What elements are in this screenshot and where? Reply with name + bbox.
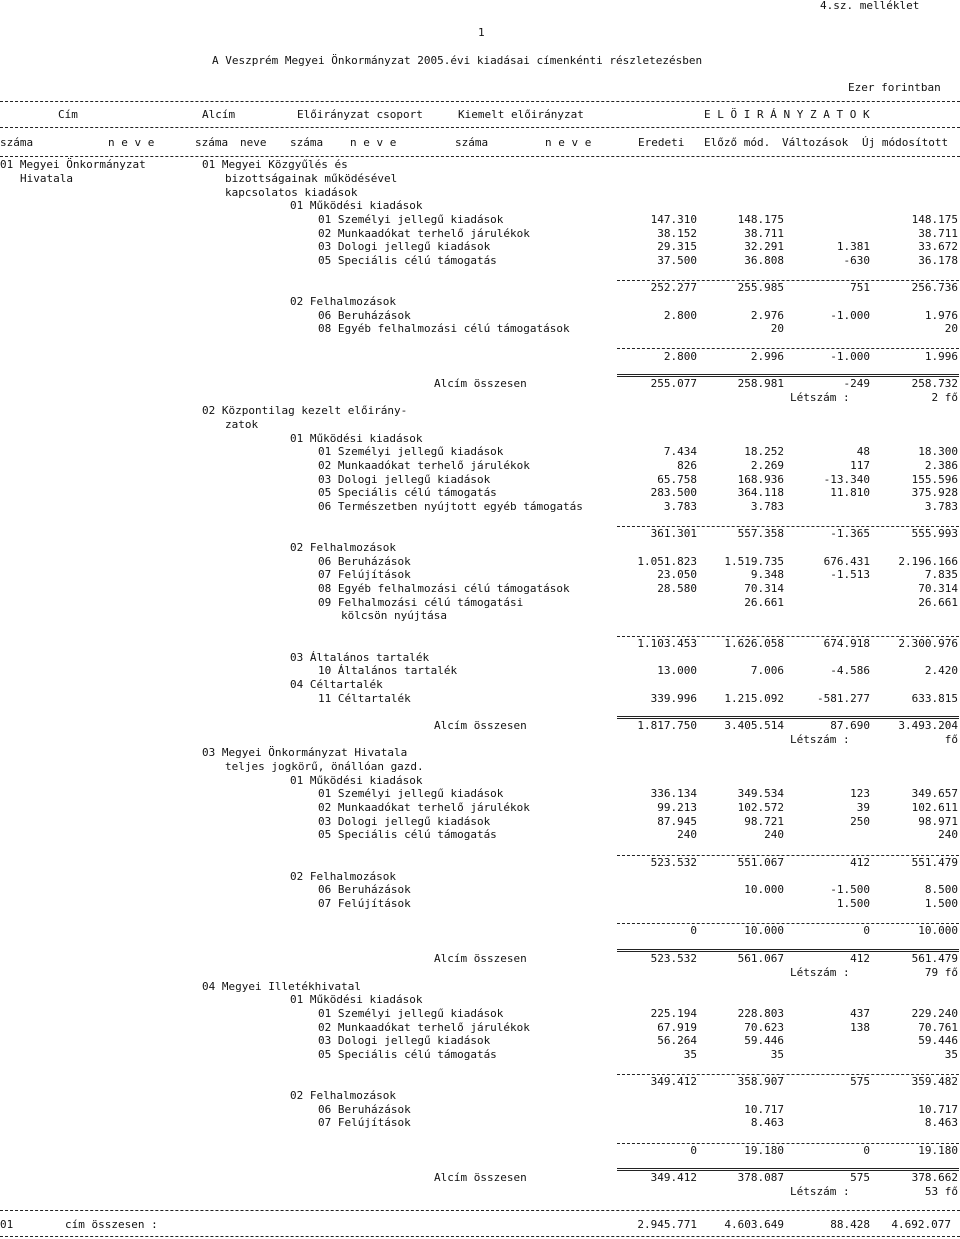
value-eredeti: 28.580 bbox=[657, 582, 697, 595]
value-uj-modositott: 10.000 bbox=[918, 924, 958, 937]
value-valtozasok: -1.000 bbox=[830, 309, 870, 322]
line-label: 07 Felújítások bbox=[318, 897, 411, 910]
value-elozo-mod: 98.721 bbox=[744, 815, 784, 828]
line-label: 04 Megyei Illetékhivatal bbox=[202, 980, 361, 993]
value-elozo-mod: 557.358 bbox=[737, 527, 784, 540]
value-uj-modositott: 2.420 bbox=[924, 664, 958, 677]
total-rule bbox=[617, 716, 959, 719]
value-uj-modositott: 8.500 bbox=[924, 883, 958, 896]
col-alcim-neve: neve bbox=[240, 136, 267, 149]
line-label: teljes jogkörű, önállóan gazd. bbox=[225, 760, 424, 773]
subtotal-rule bbox=[617, 636, 959, 637]
value-valtozasok: 138 bbox=[850, 1021, 870, 1034]
value-uj-modositott: 378.662 bbox=[911, 1171, 958, 1184]
value-eredeti: 283.500 bbox=[650, 486, 697, 499]
value-uj-modositott: 256.736 bbox=[911, 281, 958, 294]
value-eredeti: 826 bbox=[677, 459, 697, 472]
line-label: 01 Személyi jellegű kiadások bbox=[318, 445, 504, 458]
value-uj-modositott: 35 bbox=[944, 1048, 958, 1061]
value-elozo-mod: 364.118 bbox=[737, 486, 784, 499]
total-rule bbox=[617, 374, 959, 377]
value-elozo-mod: 36.808 bbox=[744, 254, 784, 267]
value-elozo-mod: 102.572 bbox=[737, 801, 784, 814]
value-uj-modositott: 98.971 bbox=[918, 815, 958, 828]
line-label: zatok bbox=[225, 418, 259, 431]
line-label: 03 Dologi jellegű kiadások bbox=[318, 240, 491, 253]
footer-rule-bottom bbox=[0, 1236, 960, 1237]
value-eredeti: 13.000 bbox=[657, 664, 697, 677]
value-elozo-mod: 2.976 bbox=[750, 309, 784, 322]
value-uj-modositott: 102.611 bbox=[911, 801, 958, 814]
value-uj-modositott: 240 bbox=[938, 828, 958, 841]
line-label: Létszám : bbox=[790, 391, 850, 404]
value-valtozasok: -13.340 bbox=[823, 473, 870, 486]
value-elozo-mod: 349.534 bbox=[737, 787, 784, 800]
line-label: 03 Általános tartalék bbox=[290, 651, 430, 664]
line-label: 11 Céltartalék bbox=[318, 692, 411, 705]
line-label: 01 Személyi jellegű kiadások bbox=[318, 1007, 504, 1020]
line-label: 02 Felhalmozások bbox=[290, 541, 396, 554]
value-uj-modositott: 36.178 bbox=[918, 254, 958, 267]
value-uj-modositott: 1.996 bbox=[924, 350, 958, 363]
headcount-value: fő bbox=[944, 733, 958, 746]
line-label: 01 Működési kiadások bbox=[290, 993, 423, 1006]
header-rule-bottom bbox=[0, 156, 960, 157]
subtotal-rule bbox=[617, 1074, 959, 1075]
headcount-value: 53 fő bbox=[924, 1185, 958, 1198]
value-uj-modositott: 18.300 bbox=[918, 445, 958, 458]
value-elozo-mod: 148.175 bbox=[737, 213, 784, 226]
line-label: Alcím összesen bbox=[434, 1171, 527, 1184]
col-uj-modositott: Új módosított bbox=[862, 136, 949, 149]
line-label: 06 Beruházások bbox=[318, 309, 411, 322]
value-eredeti: 7.434 bbox=[663, 445, 697, 458]
value-eredeti: 339.996 bbox=[650, 692, 697, 705]
value-uj-modositott: 155.596 bbox=[911, 473, 958, 486]
value-eredeti: 225.194 bbox=[650, 1007, 697, 1020]
value-eredeti: 1.051.823 bbox=[637, 555, 697, 568]
value-eredeti: 37.500 bbox=[657, 254, 697, 267]
line-label: 02 Felhalmozások bbox=[290, 1089, 396, 1102]
value-eredeti: 67.919 bbox=[657, 1021, 697, 1034]
value-elozo-mod: 35 bbox=[770, 1048, 784, 1061]
line-label: 02 Munkaadókat terhelő járulékok bbox=[318, 801, 530, 814]
value-valtozasok: 412 bbox=[850, 952, 870, 965]
headcount-value: 2 fő bbox=[931, 391, 958, 404]
footer-label: cím összesen : bbox=[65, 1218, 158, 1231]
value-elozo-mod: 70.623 bbox=[744, 1021, 784, 1034]
value-elozo-mod: 32.291 bbox=[744, 240, 784, 253]
value-valtozasok: 117 bbox=[850, 459, 870, 472]
value-elozo-mod: 70.314 bbox=[744, 582, 784, 595]
value-valtozasok: 87.690 bbox=[830, 719, 870, 732]
footer-rule-top bbox=[0, 1210, 960, 1211]
value-uj-modositott: 33.672 bbox=[918, 240, 958, 253]
value-uj-modositott: 26.661 bbox=[918, 596, 958, 609]
value-eredeti: 147.310 bbox=[650, 213, 697, 226]
value-elozo-mod: 8.463 bbox=[750, 1116, 784, 1129]
value-elozo-mod: 358.907 bbox=[737, 1075, 784, 1088]
line-label: 02 Munkaadókat terhelő járulékok bbox=[318, 227, 530, 240]
line-label: 05 Speciális célú támogatás bbox=[318, 1048, 497, 1061]
value-valtozasok: -1.000 bbox=[830, 350, 870, 363]
unit-label: Ezer forintban bbox=[848, 81, 941, 94]
header-rule-mid bbox=[0, 127, 960, 128]
value-eredeti: 3.783 bbox=[663, 500, 697, 513]
value-uj-modositott: 8.463 bbox=[924, 1116, 958, 1129]
value-elozo-mod: 10.717 bbox=[744, 1103, 784, 1116]
footer-valtozasok: 88.428 bbox=[830, 1218, 870, 1231]
value-uj-modositott: 258.732 bbox=[911, 377, 958, 390]
value-elozo-mod: 9.348 bbox=[750, 568, 784, 581]
value-valtozasok: 0 bbox=[863, 1144, 870, 1157]
col-csoport-szama: száma bbox=[290, 136, 324, 149]
line-label: 05 Speciális célú támogatás bbox=[318, 828, 497, 841]
value-valtozasok: 1.381 bbox=[836, 240, 870, 253]
value-valtozasok: 676.431 bbox=[823, 555, 870, 568]
value-eredeti: 35 bbox=[683, 1048, 697, 1061]
value-uj-modositott: 1.500 bbox=[924, 897, 958, 910]
value-valtozasok: 123 bbox=[850, 787, 870, 800]
value-elozo-mod: 59.446 bbox=[744, 1034, 784, 1047]
value-valtozasok: 1.500 bbox=[836, 897, 870, 910]
value-elozo-mod: 561.067 bbox=[737, 952, 784, 965]
line-label: 02 Felhalmozások bbox=[290, 295, 396, 308]
line-label: 03 Dologi jellegű kiadások bbox=[318, 815, 491, 828]
value-uj-modositott: 10.717 bbox=[918, 1103, 958, 1116]
value-eredeti: 349.412 bbox=[650, 1171, 697, 1184]
line-label: Alcím összesen bbox=[434, 377, 527, 390]
line-label: 01 Megyei Közgyűlés és bbox=[202, 158, 348, 171]
value-valtozasok: -1.365 bbox=[830, 527, 870, 540]
line-label: Alcím összesen bbox=[434, 719, 527, 732]
col-elozo-mod: Előző mód. bbox=[704, 136, 771, 149]
value-uj-modositott: 359.482 bbox=[911, 1075, 958, 1088]
line-label: 01 Működési kiadások bbox=[290, 199, 423, 212]
col-alcim-szama: száma bbox=[195, 136, 229, 149]
line-label: 10 Általános tartalék bbox=[318, 664, 458, 677]
line-label: 02 Felhalmozások bbox=[290, 870, 396, 883]
value-elozo-mod: 2.996 bbox=[750, 350, 784, 363]
total-rule bbox=[617, 1168, 959, 1171]
value-eredeti: 99.213 bbox=[657, 801, 697, 814]
value-eredeti: 1.103.453 bbox=[637, 637, 697, 650]
subtotal-rule bbox=[617, 855, 959, 856]
value-elozo-mod: 168.936 bbox=[737, 473, 784, 486]
value-uj-modositott: 555.993 bbox=[911, 527, 958, 540]
value-elozo-mod: 255.985 bbox=[737, 281, 784, 294]
value-uj-modositott: 20 bbox=[944, 322, 958, 335]
value-eredeti: 65.758 bbox=[657, 473, 697, 486]
line-label: Létszám : bbox=[790, 733, 850, 746]
value-eredeti: 336.134 bbox=[650, 787, 697, 800]
line-label: 06 Beruházások bbox=[318, 883, 411, 896]
value-eredeti: 240 bbox=[677, 828, 697, 841]
col-csoport-neve: n e v e bbox=[350, 136, 397, 149]
value-valtozasok: 39 bbox=[856, 801, 870, 814]
value-elozo-mod: 378.087 bbox=[737, 1171, 784, 1184]
value-valtozasok: -249 bbox=[843, 377, 870, 390]
value-uj-modositott: 70.314 bbox=[918, 582, 958, 595]
subtotal-rule bbox=[617, 923, 959, 924]
footer-cim-code: 01 bbox=[0, 1218, 14, 1231]
value-eredeti: 29.315 bbox=[657, 240, 697, 253]
value-eredeti: 87.945 bbox=[657, 815, 697, 828]
value-uj-modositott: 19.180 bbox=[918, 1144, 958, 1157]
value-elozo-mod: 18.252 bbox=[744, 445, 784, 458]
col-eredeti: Eredeti bbox=[638, 136, 685, 149]
value-elozo-mod: 2.269 bbox=[750, 459, 784, 472]
line-label: 09 Felhalmozási célú támogatási bbox=[318, 596, 524, 609]
page-number: 1 bbox=[478, 26, 485, 39]
value-valtozasok: 575 bbox=[850, 1075, 870, 1088]
line-label: 06 Beruházások bbox=[318, 555, 411, 568]
line-label: kapcsolatos kiadások bbox=[225, 186, 358, 199]
line-label: 03 Dologi jellegű kiadások bbox=[318, 1034, 491, 1047]
total-rule bbox=[617, 949, 959, 952]
value-uj-modositott: 2.196.166 bbox=[898, 555, 958, 568]
line-label: 01 Működési kiadások bbox=[290, 432, 423, 445]
value-elozo-mod: 1.626.058 bbox=[724, 637, 784, 650]
subtotal-rule bbox=[617, 348, 959, 349]
value-uj-modositott: 38.711 bbox=[918, 227, 958, 240]
line-label: Létszám : bbox=[790, 1185, 850, 1198]
value-uj-modositott: 2.386 bbox=[924, 459, 958, 472]
value-uj-modositott: 3.493.204 bbox=[898, 719, 958, 732]
line-label: 01 Megyei Önkormányzat bbox=[0, 158, 146, 171]
headcount-value: 79 fő bbox=[924, 966, 958, 979]
value-elozo-mod: 228.803 bbox=[737, 1007, 784, 1020]
line-label: 06 Beruházások bbox=[318, 1103, 411, 1116]
footer-elozo-mod: 4.603.649 bbox=[724, 1218, 784, 1231]
col-kiemelt-neve: n e v e bbox=[545, 136, 592, 149]
col-kiemelt-eloiranyzat: Kiemelt előirányzat bbox=[458, 108, 584, 121]
line-label: 08 Egyéb felhalmozási célú támogatások bbox=[318, 322, 570, 335]
value-valtozasok: 674.918 bbox=[823, 637, 870, 650]
value-elozo-mod: 240 bbox=[764, 828, 784, 841]
value-valtozasok: 437 bbox=[850, 1007, 870, 1020]
value-elozo-mod: 1.519.735 bbox=[724, 555, 784, 568]
subtotal-rule bbox=[617, 1143, 959, 1144]
value-uj-modositott: 2.300.976 bbox=[898, 637, 958, 650]
value-valtozasok: -1.500 bbox=[830, 883, 870, 896]
line-label: 08 Egyéb felhalmozási célú támogatások bbox=[318, 582, 570, 595]
subtotal-rule bbox=[617, 526, 959, 527]
value-valtozasok: 412 bbox=[850, 856, 870, 869]
value-eredeti: 56.264 bbox=[657, 1034, 697, 1047]
line-label: 07 Felújítások bbox=[318, 568, 411, 581]
value-elozo-mod: 10.000 bbox=[744, 924, 784, 937]
value-valtozasok: -4.586 bbox=[830, 664, 870, 677]
value-eredeti: 38.152 bbox=[657, 227, 697, 240]
value-valtozasok: -1.513 bbox=[830, 568, 870, 581]
value-uj-modositott: 3.783 bbox=[924, 500, 958, 513]
value-uj-modositott: 561.479 bbox=[911, 952, 958, 965]
line-label: 01 Személyi jellegű kiadások bbox=[318, 213, 504, 226]
value-valtozasok: -630 bbox=[843, 254, 870, 267]
value-eredeti: 1.817.750 bbox=[637, 719, 697, 732]
col-kiemelt-szama: száma bbox=[455, 136, 489, 149]
value-elozo-mod: 1.215.092 bbox=[724, 692, 784, 705]
value-valtozasok: 48 bbox=[856, 445, 870, 458]
footer-uj-modositott: 4.692.077 bbox=[891, 1218, 951, 1231]
value-uj-modositott: 229.240 bbox=[911, 1007, 958, 1020]
value-eredeti: 0 bbox=[690, 1144, 697, 1157]
value-elozo-mod: 38.711 bbox=[744, 227, 784, 240]
document-title: A Veszprém Megyei Önkormányzat 2005.évi kiadásai címenkénti részletezésben bbox=[212, 54, 703, 67]
line-label: 05 Speciális célú támogatás bbox=[318, 486, 497, 499]
value-uj-modositott: 375.928 bbox=[911, 486, 958, 499]
subtotal-rule bbox=[617, 280, 959, 281]
value-uj-modositott: 70.761 bbox=[918, 1021, 958, 1034]
line-label: 06 Természetben nyújtott egyéb támogatás bbox=[318, 500, 583, 513]
value-elozo-mod: 20 bbox=[770, 322, 784, 335]
col-cim-neve: n e v e bbox=[108, 136, 155, 149]
value-uj-modositott: 551.479 bbox=[911, 856, 958, 869]
header-rule-top bbox=[0, 101, 960, 102]
value-elozo-mod: 258.981 bbox=[737, 377, 784, 390]
value-valtozasok: 250 bbox=[850, 815, 870, 828]
value-valtozasok: 575 bbox=[850, 1171, 870, 1184]
col-valtozasok: Változások bbox=[782, 136, 849, 149]
col-eloiranyzat-csoport: Előirányzat csoport bbox=[297, 108, 423, 121]
footer-eredeti: 2.945.771 bbox=[637, 1218, 697, 1231]
value-elozo-mod: 3.783 bbox=[750, 500, 784, 513]
line-label: Hivatala bbox=[20, 172, 73, 185]
annex-label: 4.sz. melléklet bbox=[820, 0, 920, 12]
value-elozo-mod: 19.180 bbox=[744, 1144, 784, 1157]
value-elozo-mod: 10.000 bbox=[744, 883, 784, 896]
value-valtozasok: 751 bbox=[850, 281, 870, 294]
col-alcim: Alcím bbox=[202, 108, 236, 121]
line-label: kölcsön nyújtása bbox=[341, 609, 447, 622]
value-valtozasok: 0 bbox=[863, 924, 870, 937]
value-eredeti: 361.301 bbox=[650, 527, 697, 540]
value-elozo-mod: 26.661 bbox=[744, 596, 784, 609]
value-elozo-mod: 7.006 bbox=[750, 664, 784, 677]
value-uj-modositott: 59.446 bbox=[918, 1034, 958, 1047]
line-label: 01 Személyi jellegű kiadások bbox=[318, 787, 504, 800]
line-label: 03 Megyei Önkormányzat Hivatala bbox=[202, 746, 408, 759]
line-label: 02 Munkaadókat terhelő járulékok bbox=[318, 1021, 530, 1034]
value-eredeti: 523.532 bbox=[650, 952, 697, 965]
value-uj-modositott: 7.835 bbox=[924, 568, 958, 581]
line-label: 01 Működési kiadások bbox=[290, 774, 423, 787]
value-eredeti: 255.077 bbox=[650, 377, 697, 390]
line-label: 07 Felújítások bbox=[318, 1116, 411, 1129]
line-label: 04 Céltartalék bbox=[290, 678, 383, 691]
line-label: Létszám : bbox=[790, 966, 850, 979]
value-elozo-mod: 551.067 bbox=[737, 856, 784, 869]
col-cim-szama: száma bbox=[0, 136, 34, 149]
col-eloiranyzatok: E L Ö I R Á N Y Z A T O K bbox=[704, 108, 870, 121]
value-eredeti: 0 bbox=[690, 924, 697, 937]
value-uj-modositott: 1.976 bbox=[924, 309, 958, 322]
value-uj-modositott: 148.175 bbox=[911, 213, 958, 226]
line-label: Alcím összesen bbox=[434, 952, 527, 965]
line-label: 02 Munkaadókat terhelő járulékok bbox=[318, 459, 530, 472]
line-label: 05 Speciális célú támogatás bbox=[318, 254, 497, 267]
value-valtozasok: 11.810 bbox=[830, 486, 870, 499]
line-label: 03 Dologi jellegű kiadások bbox=[318, 473, 491, 486]
value-eredeti: 23.050 bbox=[657, 568, 697, 581]
value-eredeti: 349.412 bbox=[650, 1075, 697, 1088]
value-eredeti: 252.277 bbox=[650, 281, 697, 294]
line-label: 02 Központilag kezelt előirány- bbox=[202, 404, 408, 417]
value-elozo-mod: 3.405.514 bbox=[724, 719, 784, 732]
value-eredeti: 2.800 bbox=[663, 309, 697, 322]
value-eredeti: 523.532 bbox=[650, 856, 697, 869]
value-uj-modositott: 349.657 bbox=[911, 787, 958, 800]
value-valtozasok: -581.277 bbox=[817, 692, 870, 705]
line-label: bizottságainak működésével bbox=[225, 172, 398, 185]
value-eredeti: 2.800 bbox=[663, 350, 697, 363]
value-uj-modositott: 633.815 bbox=[911, 692, 958, 705]
col-cim: Cím bbox=[58, 108, 78, 121]
